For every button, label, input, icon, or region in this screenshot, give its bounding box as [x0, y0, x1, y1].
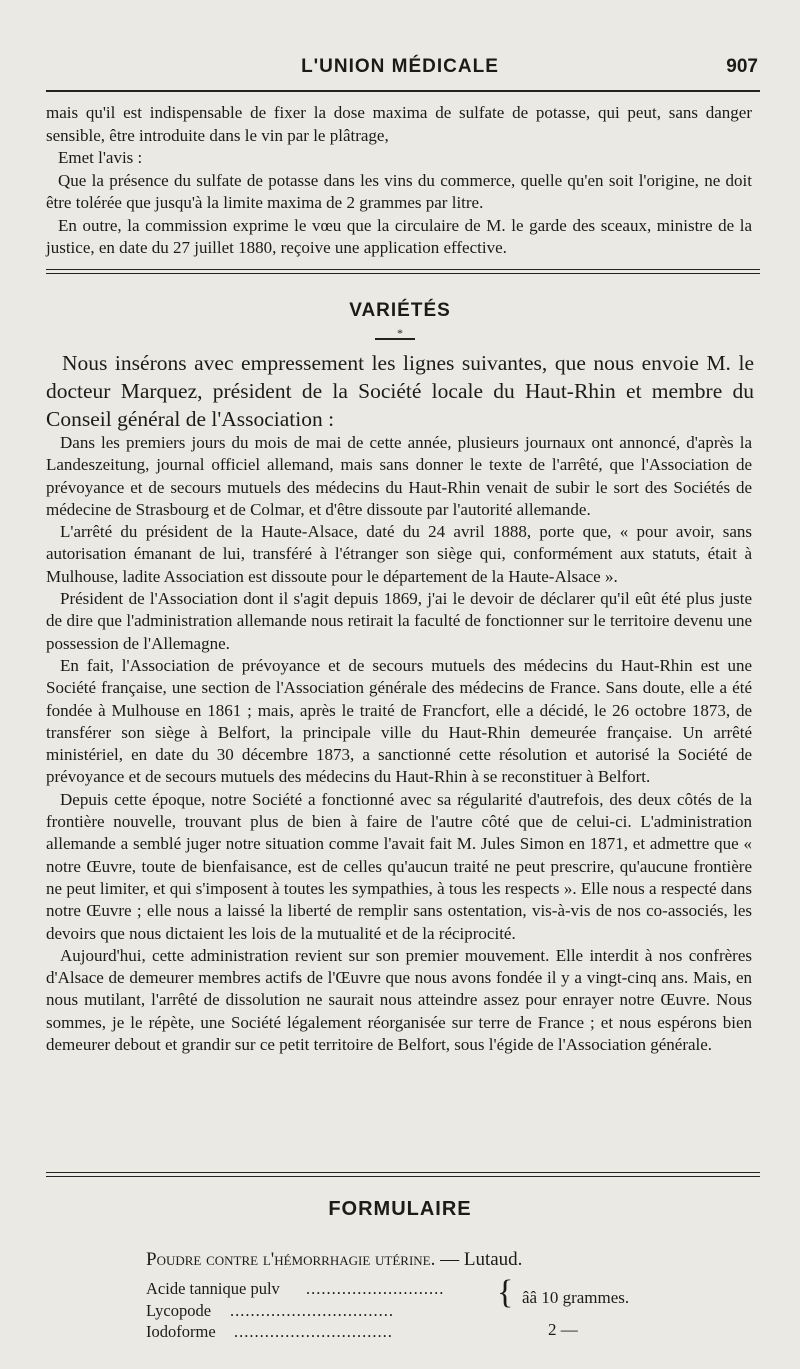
leader-dots: ........................... — [306, 1279, 445, 1298]
varietes-article — [46, 432, 752, 1056]
title-underline — [375, 338, 415, 340]
conclusion-paragraph: En outre, la commission exprime le vœu que la circulaire de M. le garde des sceaux, ministre de la justice, en date du 27 juillet 1880, reçoive une application effective. — [46, 215, 752, 257]
conclusion-paragraph: Que la présence du sulfate de potasse dans les vins du commerce, quelle qu'en soit l'origine, ne doit être tolérée que jusqu'à la limite maxima de 2 grammes par litre. — [46, 170, 752, 212]
commission-conclusion — [46, 102, 752, 260]
curly-brace: { — [497, 1274, 514, 1311]
section-rule — [46, 1172, 760, 1173]
section-rule — [46, 273, 760, 274]
recipe-name: Poudre contre l'hémorrhagie utérine. — [146, 1249, 436, 1270]
section-rule — [46, 269, 760, 270]
ingredient-row — [146, 1301, 394, 1321]
ingredient-name: Acide tannique pulv — [146, 1279, 280, 1298]
intro-paragraph: Nous insérons avec empressement les lignes suivantes, que nous envoie M. le docteur Marquez, président de la Société locale du Haut-Rhin et membre du Conseil général de l'Association : — [46, 351, 754, 431]
iodoforme-dose: 2 — — [548, 1320, 578, 1339]
article-paragraph: Président de l'Association dont il s'agit depuis 1869, j'ai le devoir de déclarer qu'il eût été plus juste de dire que l'administration allemande nous retirait la faculté de fonctionner sur le territoire devenu une possession de l'Allemagne. — [46, 589, 752, 653]
article-paragraph: L'arrêté du président de la Haute-Alsace, daté du 24 avril 1888, porte que, « pour avoir, sans autorisation émanant de lui, transféré à l'étranger son siège qui, conformément aux statuts, était à Mulhouse, ladite Association est dissoute pour le département de la Haute-Alsace ». — [46, 522, 752, 586]
conclusion-paragraph: mais qu'il est indispensable de fixer la dose maxima de sulfate de potasse, qui peut, sans danger sensible, être introduite dans le vin par le plâtrage, — [46, 103, 752, 145]
varietes-intro — [46, 349, 754, 433]
ingredient-row — [146, 1279, 445, 1299]
article-paragraph: Aujourd'hui, cette administration revient sur son premier mouvement. Elle interdit à nos confrères d'Alsace de demeurer membres actifs de l'Œuvre que nous avons fondée il y a vingt-cinq ans. Mais, en nous mutilant, l'arrêté de dissolution ne saurait nous atteindre assez pour enrayer notre Œuvre. Nous sommes, je le répète, une Société légalement réorganisée sur terre de France ; et nous espérons bien demeurer debout et grandir sur ce petit territoire de Belfort, sous l'égide de l'Association générale. — [46, 945, 752, 1055]
ingredient-name: Iodoforme — [146, 1322, 216, 1341]
page-header — [40, 56, 760, 88]
running-title: L'UNION MÉDICALE — [301, 56, 499, 77]
recipe-title — [146, 1249, 522, 1271]
conclusion-paragraph: Emet l'avis : — [58, 148, 143, 167]
leader-dots: ................................ — [230, 1301, 394, 1320]
formulaire-title: FORMULAIRE — [328, 1198, 472, 1220]
article-paragraph: En fait, l'Association de prévoyance et de secours mutuels des médecins du Haut-Rhin est une Société française, une section de l'Association générale des médecins de France. Sans doute, elle a été fondée à Mulhouse en 1861 ; mais, après le traité de Francfort, elle a décidé, le 26 octobre 1873, de transférer son siège à Belfort, la principale ville du Haut-Rhin demeurée française. Un arrêté ministériel, en date du 30 décembre 1873, a sanctionné cette résolution et autorisé la Société de prévoyance et de secours mutuels des médecins du Haut-Rhin à se reconstituer à Belfort. — [46, 655, 752, 787]
section-rule — [46, 1176, 760, 1177]
article-paragraph: Depuis cette époque, notre Société a fonctionné avec sa régularité d'autrefois, des deux côtés de la frontière nouvelle, trouvant plus de bien à faire de l'autre côté que de celui-ci. L'administration allemande a semblé juger notre situation comme l'avait fait M. Jules Simon en 1871, et admettre que « notre Œuvre, toute de bienfaisance, est de celles qu'aucun traité ne peut prescrire, qu'aucune frontière ne peut limiter, et qui s'imposent à toutes les sympathies, à tous les respects ». Elle nous a respecté dans notre Œuvre ; elle nous a laissé la liberté de remplir sans ostentation, vis-à-vis de nos co-associés, les devoirs que nous dictaient les lois de la mutualité et de la réciprocité. — [46, 789, 752, 943]
article-paragraph: Dans les premiers jours du mois de mai de cette année, plusieurs journaux ont annoncé, d'après la Landeszeitung, journal officiel allemand, mais sans donner le texte de l'arrêté, que l'Association de prévoyance et de secours mutuels des médecins du Haut-Rhin venait de subir le sort des Sociétés de médecine de Strasbourg et de Colmar, et d'être dissoute par l'autorité allemande. — [46, 433, 752, 519]
page-number: 907 — [726, 56, 758, 77]
shared-dose: ââ 10 grammes. — [522, 1288, 630, 1307]
varietes-title: VARIÉTÉS — [349, 300, 451, 321]
recipe-author: — Lutaud. — [440, 1249, 523, 1270]
ornament-star: * — [397, 326, 403, 340]
ingredient-row — [146, 1322, 393, 1342]
leader-dots: ............................... — [234, 1322, 393, 1341]
header-rule — [46, 90, 760, 92]
ingredient-name: Lycopode — [146, 1301, 212, 1320]
